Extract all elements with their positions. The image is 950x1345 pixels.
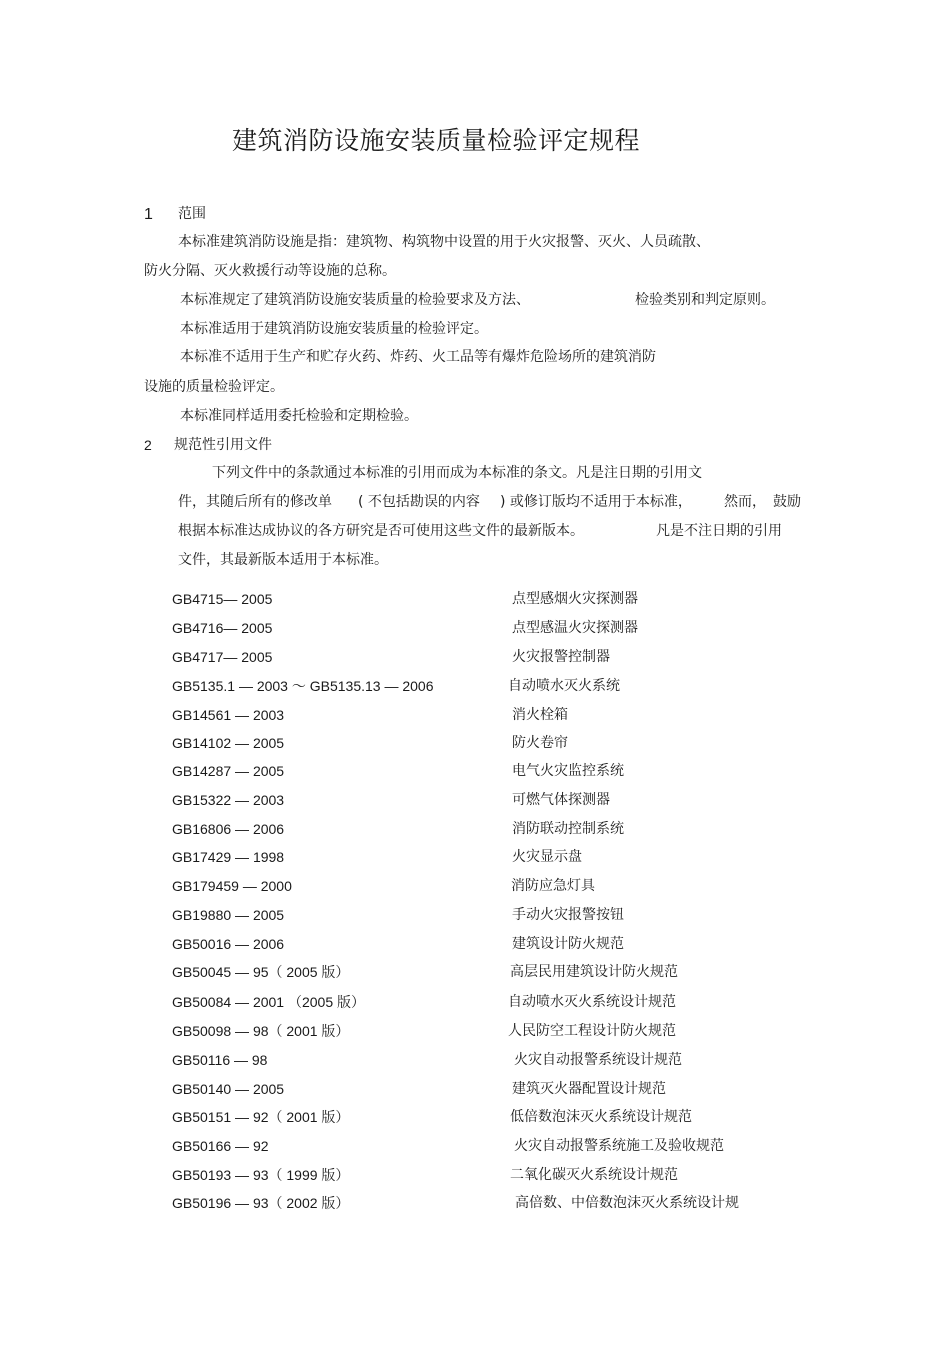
reference-name: 点型感温火灾探测器 (512, 620, 638, 636)
section-1-heading: 范围 (178, 206, 206, 222)
section-1-paragraph-1a: 本标准建筑消防设施是指：建筑物、构筑物中设置的用于火灾报警、灭火、人员疏散、 (178, 234, 710, 250)
reference-name: 火灾自动报警系统施工及验收规范 (514, 1138, 724, 1154)
section-2-line-4: 文件，其最新版本适用于本标准。 (178, 552, 388, 568)
reference-name: 火灾自动报警系统设计规范 (514, 1052, 682, 1068)
section-2-line-3a: 根据本标准达成协议的各方研究是否可使用这些文件的最新版本。 (178, 523, 584, 539)
reference-code: GB4715— 2005 (172, 591, 273, 607)
reference-name: 火灾显示盘 (512, 849, 582, 865)
reference-code: GB50193 — 93（ 1999 版） (172, 1167, 350, 1183)
reference-code: GB50016 — 2006 (172, 936, 285, 952)
reference-name: 建筑设计防火规范 (512, 936, 624, 952)
reference-code: GB14102 — 2005 (172, 735, 285, 751)
reference-code: GB50045 — 95（ 2005 版） (172, 964, 350, 980)
reference-code: GB14561 — 2003 (172, 707, 285, 723)
section-1-paragraph-3: 本标准适用于建筑消防设施安装质量的检验评定。 (180, 321, 488, 337)
reference-name: 消火栓箱 (512, 707, 568, 723)
section-2-line-2c: ) 或修订版均不适用于本标准， (500, 494, 692, 510)
reference-code: GB4717— 2005 (172, 649, 273, 665)
reference-name: 防火卷帘 (512, 735, 568, 751)
section-2-heading: 规范性引用文件 (174, 437, 272, 453)
reference-name: 自动喷水灭火系统 (508, 678, 620, 694)
reference-name: 消防联动控制系统 (512, 821, 624, 837)
reference-name: 低倍数泡沫灭火系统设计规范 (510, 1109, 692, 1125)
reference-name: 电气火灾监控系统 (512, 763, 624, 779)
reference-name: 手动火灾报警按钮 (512, 907, 624, 923)
reference-code: GB4716— 2005 (172, 620, 273, 636)
section-1-paragraph-2b: 检验类别和判定原则。 (635, 292, 775, 308)
reference-name: 点型感烟火灾探测器 (512, 591, 638, 607)
reference-code: GB179459 — 2000 (172, 878, 292, 894)
section-1-number: 1 (144, 206, 153, 223)
reference-code: GB5135.1 — 2003 ～ GB5135.13 — 2006 (172, 678, 434, 694)
reference-name: 消防应急灯具 (511, 878, 595, 894)
reference-code: GB14287 — 2005 (172, 763, 285, 779)
section-1-paragraph-4a: 本标准不适用于生产和贮存火药、炸药、火工品等有爆炸危险场所的建筑消防 (180, 349, 656, 365)
section-2-line-2e: 鼓励 (773, 494, 801, 510)
section-1-paragraph-1b: 防火分隔、灭火救援行动等设施的总称。 (144, 263, 396, 279)
reference-name: 高倍数、中倍数泡沫灭火系统设计规 (515, 1195, 739, 1211)
reference-code: GB19880 — 2005 (172, 907, 285, 923)
section-2-line-2b: ( 不包括勘误的内容 (358, 494, 480, 510)
reference-name: 火灾报警控制器 (512, 649, 610, 665)
reference-code: GB50151 — 92（ 2001 版） (172, 1109, 350, 1125)
section-1-paragraph-4b: 设施的质量检验评定。 (144, 379, 284, 395)
reference-name: 人民防空工程设计防火规范 (508, 1023, 676, 1039)
reference-name: 自动喷水灭火系统设计规范 (508, 994, 676, 1010)
section-1-paragraph-5: 本标准同样适用委托检验和定期检验。 (180, 408, 418, 424)
reference-code: GB50116 — 98 (172, 1052, 268, 1068)
reference-code: GB15322 — 2003 (172, 792, 285, 808)
document-title: 建筑消防设施安装质量检验评定规程 (232, 126, 641, 155)
section-2-number: 2 (144, 437, 152, 453)
reference-name: 建筑灭火器配置设计规范 (512, 1081, 666, 1097)
reference-name: 二氧化碳灭火系统设计规范 (510, 1167, 678, 1183)
reference-code: GB17429 — 1998 (172, 849, 285, 865)
reference-name: 高层民用建筑设计防火规范 (510, 964, 678, 980)
reference-code: GB50166 — 92 (172, 1138, 269, 1154)
reference-code: GB50098 — 98（ 2001 版） (172, 1023, 350, 1039)
section-2-line-3b: 凡是不注日期的引用 (656, 523, 782, 539)
section-2-line-2d: 然而， (724, 494, 766, 510)
reference-name: 可燃气体探测器 (512, 792, 610, 808)
reference-code: GB16806 — 2006 (172, 821, 285, 837)
section-2-line-1: 下列文件中的条款通过本标准的引用而成为本标准的条文。凡是注日期的引用文 (212, 465, 702, 481)
reference-code: GB50140 — 2005 (172, 1081, 285, 1097)
section-1-paragraph-2a: 本标准规定了建筑消防设施安装质量的检验要求及方法、 (180, 292, 530, 308)
reference-code: GB50196 — 93（ 2002 版） (172, 1195, 350, 1211)
reference-code: GB50084 — 2001 （2005 版） (172, 994, 366, 1010)
section-2-line-2a: 件，其随后所有的修改单 (178, 494, 332, 510)
